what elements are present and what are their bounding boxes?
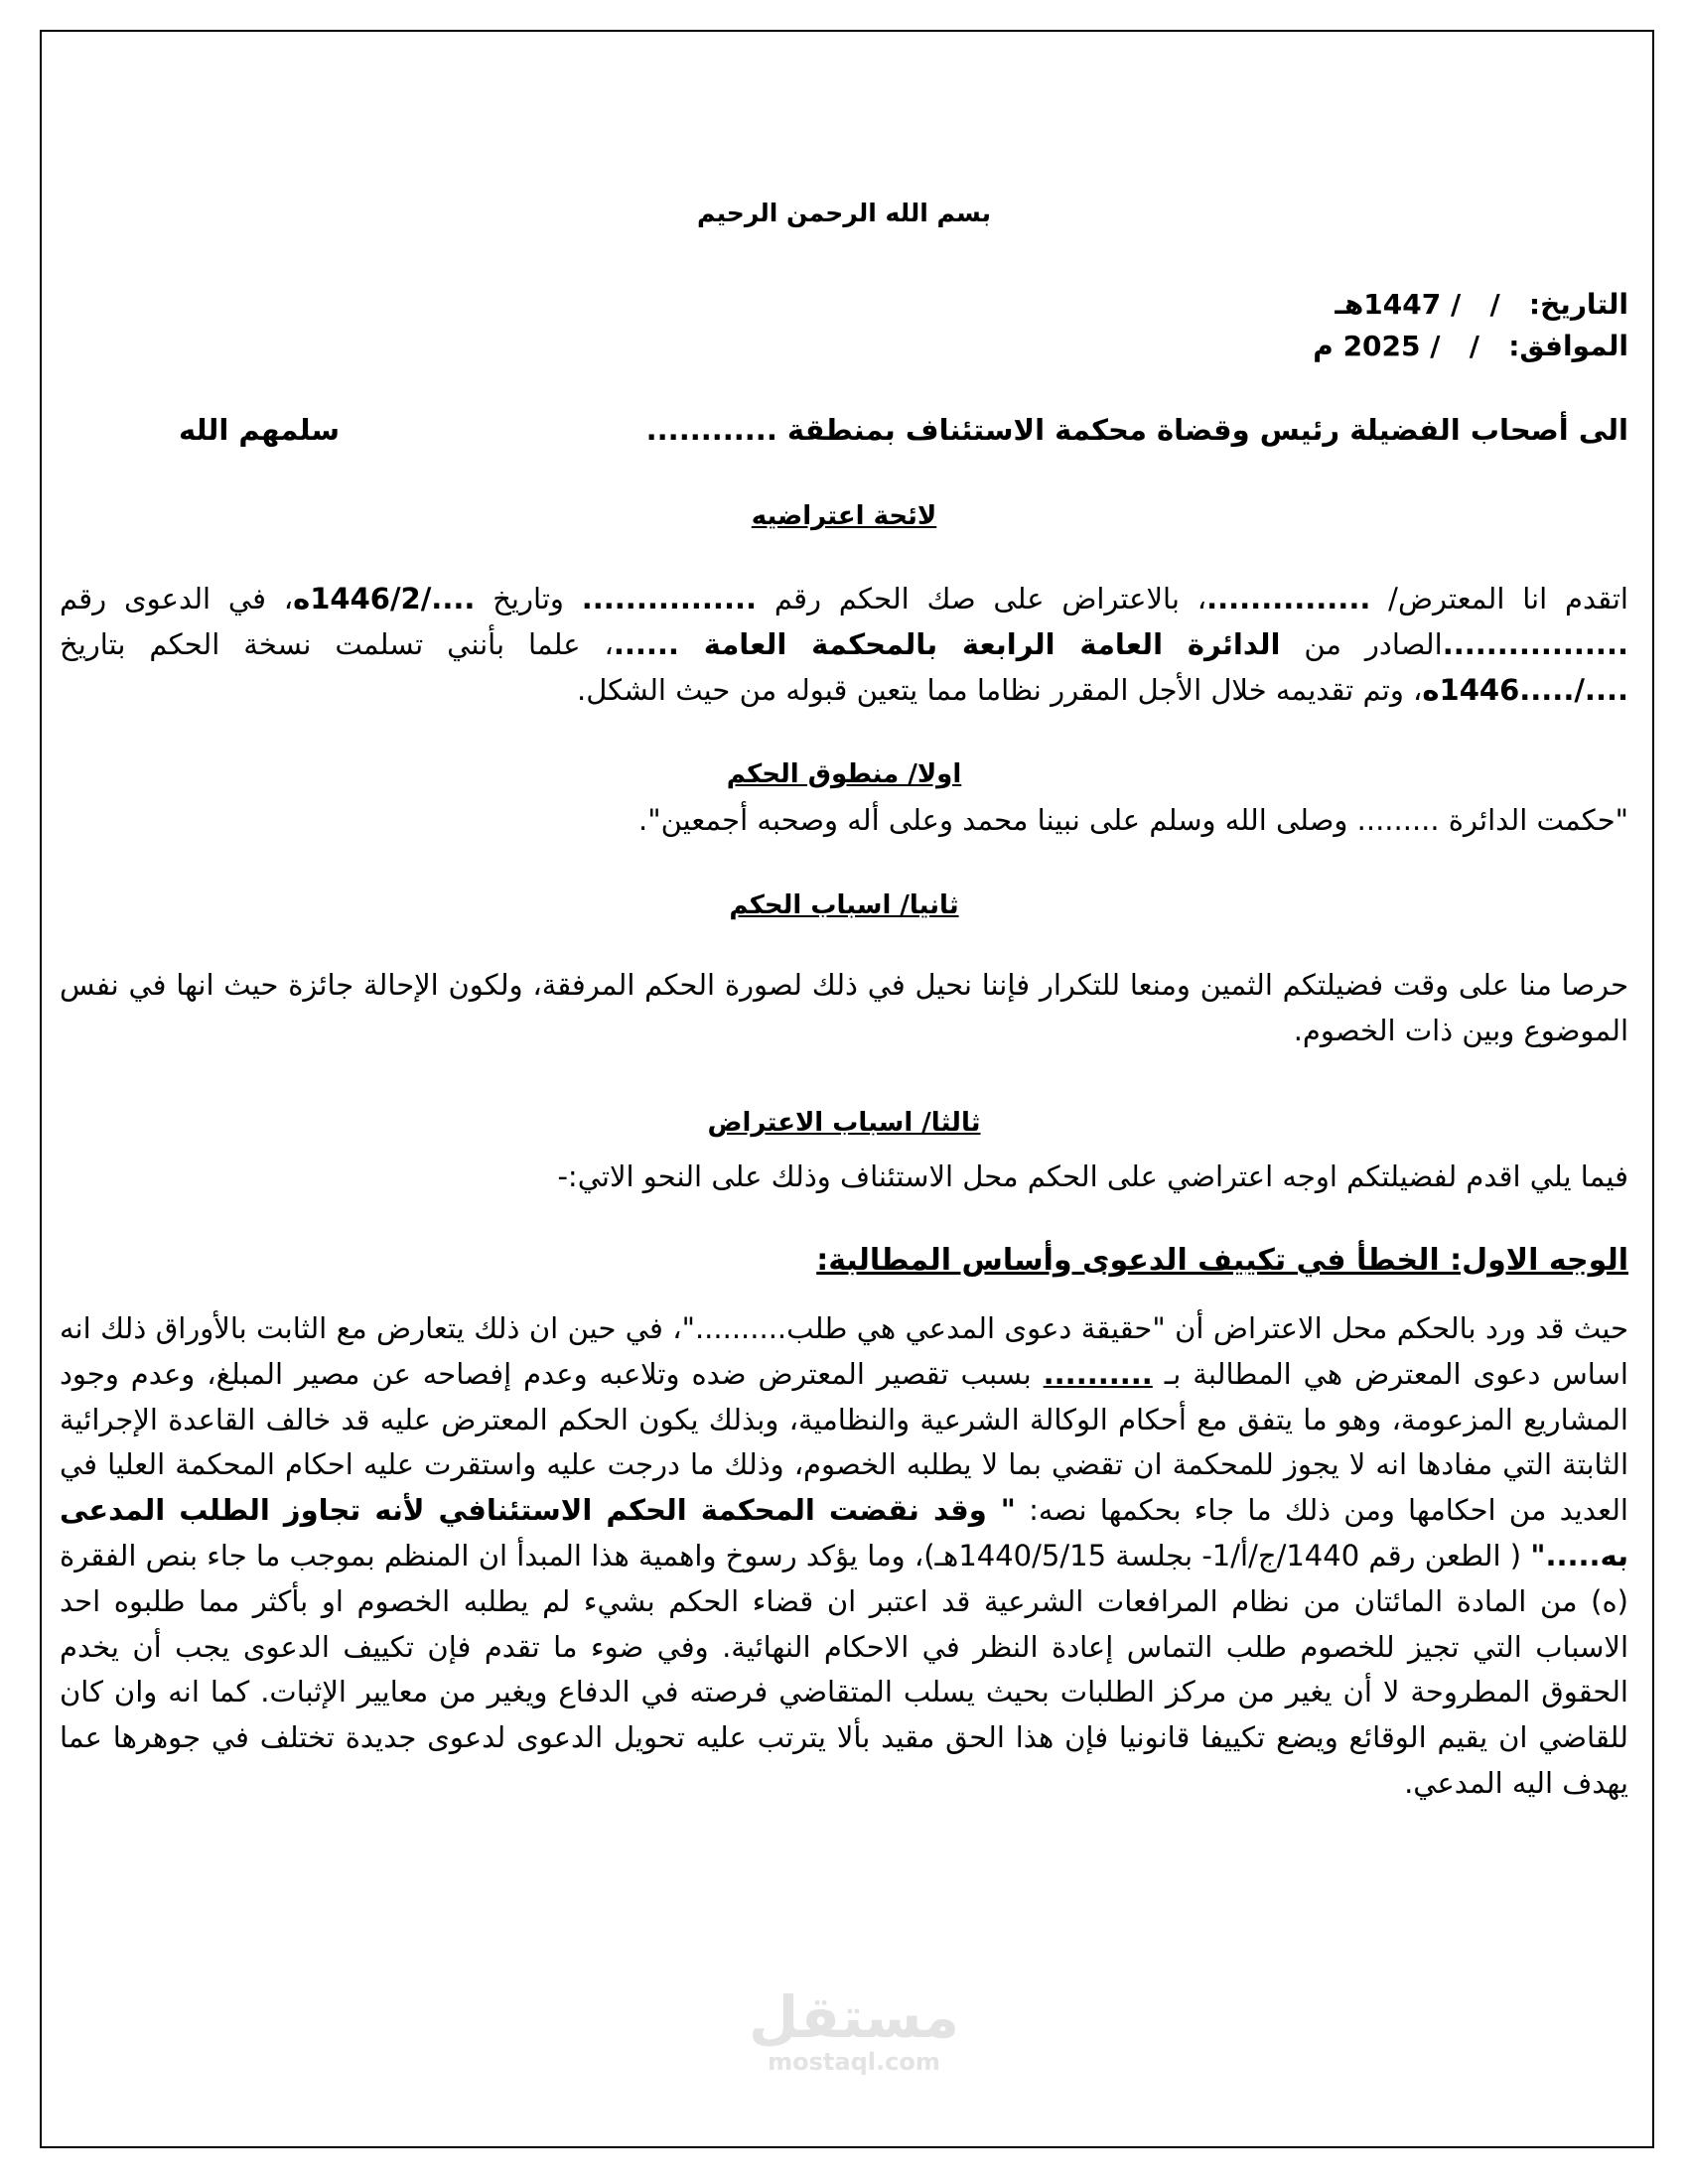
recipient: الى أصحاب الفضيلة رئيس وقضاة محكمة الاستئناف بمنطقة ............ — [645, 413, 1628, 447]
salutation: سلمهم الله — [179, 413, 341, 447]
ground-text: بسبب تقصير المعترض ضده وتلاعبه وعدم إفصاحه عن مصير المبلغ، وعدم وجود المشاريع المزعومة، وهو ما يتفق مع أحكام الوكالة الشرعية والنظامية، وبذلك يكون الحكم المعترض عليه قد خالف القاعدة الإجرائية الثابتة التي مفادها انه لا يجوز للمحكمة ان تقضي بما لا يطلبه الخصوم، وذلك ما درجت عليه واستقرت عليه احكام المحكمة العليا في العديد من احكامها ومن ذلك ما جاء بحكمها نصه: — [60, 1356, 1628, 1528]
section-heading-reasons: ثانيا/ اسباب الحكم — [729, 890, 959, 920]
claim-subject-blank: .......... — [1043, 1356, 1153, 1391]
intro-text: وتاريخ — [475, 582, 582, 615]
ground-text: ( الطعن رقم 1440/ج/أ/1- بجلسة 1440/5/15هـ)، وما يؤكد رسوخ واهمية هذا المبدأ ان المنظم بموجب ما جاء بنص الفقرة (ه) من المادة المائتان من نظام المرافعات الشرعية قد اعتبر ان قضاء الحكم بشيء لم يطلبه الخصوم او بأكثر مما طلبوه احد الاسباب التي تجيز للخصوم طلب التماس إعادة النظر في الاحكام النهائية. وفي ضوء ما تقدم فإن تكييف الدعوى يجب أن يخدم الحقوق المطروحة لا أن يغير من مركز الطلبات بحيث يسلب المتقاضي فرصته في الدفاع ويغير من معايير الإثبات. كما انه وان كان للقاضي ان يقيم الوقائع ويضع تكييفا قانونيا فإن هذا الحق مقيد بألا يترتب عليه تحويل الدعوى لدعوى جديدة تختلف في جوهرها عما يهدف اليه المدعي. — [60, 1538, 1628, 1800]
hijri-date: التاريخ: / / 1447هـ — [1335, 288, 1628, 321]
ruling-text: "حكمت الدائرة ......... وصلى الله وسلم على نبينا محمد وعلى أله وصحبه أجمعين". — [638, 803, 1628, 837]
watermark-logo-arabic: مستقل — [748, 1983, 960, 2051]
basmala: بسم الله الرحمن الرحيم — [697, 199, 991, 227]
mostaql-watermark — [740, 1985, 968, 2075]
objector-name-blank: ............... — [1206, 582, 1371, 615]
intro-text: الصادر من — [1280, 627, 1443, 661]
court-circuit: الدائرة العامة الرابعة بالمحكمة العامة ...... — [613, 627, 1281, 661]
addressee-line — [60, 413, 1628, 447]
receipt-date: ..../.....1446ه — [1422, 673, 1628, 707]
watermark-logo-latin: mostaql.com — [768, 2048, 940, 2076]
reasons-text: حرصا منا على وقت فضيلتكم الثمين ومنعا للتكرار فإننا نحيل في ذلك لصورة الحكم المرفقة، ولكون الإحالة جائزة حيث انها في نفس الموضوع وبين ذات الخصوم. — [60, 968, 1628, 1047]
objection-intro-text: فيما يلي اقدم لفضيلتكم اوجه اعتراضي على الحكم محل الاستئناف وذلك على النحو الاتي:- — [557, 1160, 1628, 1193]
judgment-date: ..../1446/2ه — [293, 582, 476, 615]
judgment-number-blank: ................ — [581, 582, 757, 615]
section-heading-objection: ثالثا/ اسباب الاعتراض — [707, 1108, 981, 1138]
intro-text: ، علما بأنني تسلمت نسخة الحكم بتاريخ — [60, 627, 614, 661]
intro-text: ، بالاعتراض على صك الحكم رقم — [757, 582, 1207, 615]
case-number-blank: ................. — [1442, 627, 1628, 661]
first-ground-paragraph — [60, 1306, 1628, 1807]
gregorian-date: الموافق: / / 2025 م — [1313, 330, 1628, 362]
ground-text: حيث قد ورد بالحكم محل الاعتراض أن "حقيقة دعوى المدعي هي طلب.........."، في حين ان ذلك يتعارض مع الثابت بالأوراق ذلك انه اساس دعوى المعترض هي المطالبة بـ — [60, 1311, 1628, 1391]
supreme-court-quote: " وقد نقضت المحكمة الحكم الاستئنافي لأنه تجاوز الطلب المدعى به....." — [60, 1493, 1629, 1572]
intro-paragraph — [60, 576, 1628, 713]
intro-text: اتقدم انا المعترض/ — [1370, 582, 1628, 615]
first-ground-heading: الوجه الاول: الخطأ في تكييف الدعوى وأساس المطالبة: — [816, 1243, 1628, 1278]
section-heading-ruling: اولا/ منطوق الحكم — [726, 759, 962, 789]
intro-text: ، وتم تقديمه خلال الأجل المقرر نظاما مما يتعين قبوله من حيث الشكل. — [577, 673, 1423, 707]
intro-text: ، في الدعوى رقم — [60, 582, 294, 615]
document-title: لائحة اعتراضيه — [751, 501, 937, 531]
